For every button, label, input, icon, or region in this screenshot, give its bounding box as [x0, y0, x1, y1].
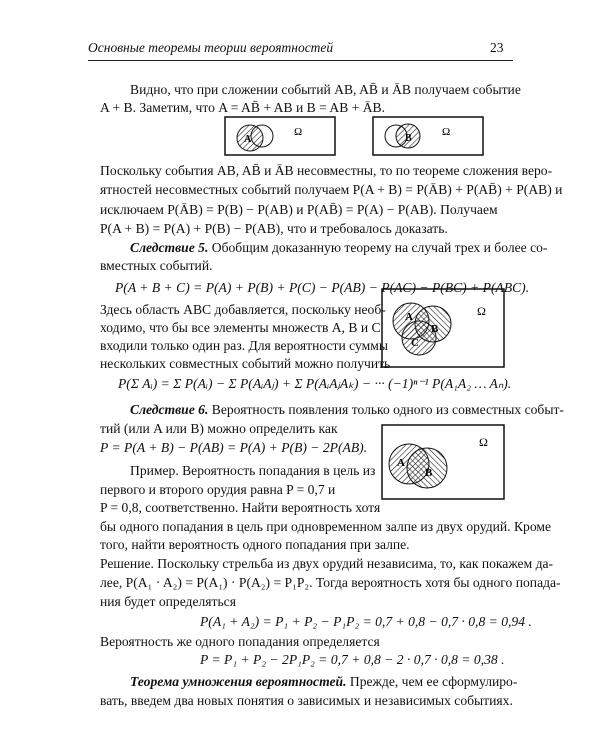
set-label-b: B — [431, 323, 439, 335]
formula-exactly-one: P = P(A + B) − P(AB) = P(A) + P(B) − 2P(AB). — [100, 440, 368, 455]
corollary-5-heading: Следствие 5. — [130, 240, 209, 255]
text-line: A + B. Заметим, что A = AB̄ + AB и B = AB + ĀB. — [100, 100, 386, 115]
formula-n-events: P(Σ Aᵢ) = Σ P(Aᵢ) − Σ P(AᵢAⱼ) + Σ P(AᵢAⱼAₖ) − ··· (−1)ⁿ⁻¹ P(A₁A₂ … Aₙ). — [118, 376, 512, 391]
set-label-a: A — [244, 134, 252, 145]
text-line: исключаем P(ĀB) = P(B) − P(AB) и P(AB̄) = P(A) − P(AB). Получаем — [100, 202, 498, 217]
text-line: Теорема умножения вероятностей. Прежде, чем ее сформулиро- — [130, 674, 518, 689]
text-line: Пример. Вероятность попадания в цель из — [130, 463, 376, 478]
venn-diagram-b — [372, 116, 484, 156]
formula-three-events: P(A + B + C) = P(A) + P(B) + P(C) − P(AB) − P(AC) − P(BC) + P(ABC). — [115, 280, 530, 295]
corollary-6-heading: Следствие 6. — [130, 402, 209, 417]
text-line: первого и второго орудия равна P = 0,7 и — [100, 482, 336, 497]
text-line: лее, P(A₁ · A₂) = P(A₁) · P(A₂) = P₁P₂. Тогда вероятность хотя бы одного попада- — [100, 575, 561, 590]
text-line: Следствие 5. Обобщим доказанную теорему на случай трех и более со- — [130, 240, 548, 255]
text-line: Решение. Поскольку стрельба из двух орудий независима, то, как покажем да- — [100, 556, 554, 571]
venn-diagram-a — [224, 116, 336, 156]
text-line: P(A + B) = P(A) + P(B) − P(AB), что и требовалось доказать. — [100, 221, 448, 236]
text-line: Поскольку события AB, AB̄ и ĀB несовместны, то по теореме сложения веро- — [100, 163, 553, 178]
multiplication-theorem-heading: Теорема умножения вероятностей. — [130, 674, 347, 689]
set-label-b: B — [405, 133, 412, 144]
text-line: Вероятность же одного попадания определяется — [100, 634, 380, 649]
text-line: тий (или A или B) можно определить как — [100, 421, 338, 436]
set-label-b: B — [425, 467, 433, 479]
text-line: P = 0,8, соответственно. Найти вероятность хотя — [100, 500, 381, 515]
text-line: ния будет определяться — [100, 594, 236, 609]
text-line: того, найти вероятность одного попадания при залпе. — [100, 537, 410, 552]
text-line: бы одного попадания в цель при одновременном залпе из двух орудий. Кроме — [100, 519, 551, 534]
set-label-a: A — [405, 311, 413, 323]
formula-at-least-one: P(A₁ + A₂) = P₁ + P₂ − P₁P₂ = 0,7 + 0,8 − 0,7 · 0,8 = 0,94 . — [200, 614, 532, 629]
text-line: ходимо, что бы все элементы множеств A, B и C — [100, 320, 381, 335]
venn-diagram-xor — [381, 424, 505, 500]
omega-label: Ω — [479, 435, 488, 449]
text-line: входили только один раз. Для вероятности суммы — [100, 338, 388, 353]
omega-label: Ω — [294, 126, 303, 138]
omega-label: Ω — [477, 304, 486, 318]
formula-exactly-one-hit: P = P₁ + P₂ − 2P₁P₂ = 0,7 + 0,8 − 2 · 0,7 · 0,8 = 0,38 . — [200, 652, 505, 667]
set-label-a: A — [397, 457, 405, 469]
venn-diagram-abc — [381, 288, 505, 368]
text-line: ятностей несовместных событий получаем P(A + B) = P(ĀB) + P(AB̄) + P(AB) и — [100, 182, 563, 197]
text-line: вместных событий. — [100, 258, 213, 273]
omega-label: Ω — [442, 126, 451, 138]
set-label-c: C — [411, 337, 419, 349]
header-rule — [88, 60, 513, 61]
text-line: Видно, что при сложении событий AB, AB̄ и ĀB получаем событие — [130, 82, 521, 97]
text-line: Следствие 6. Вероятность появления только одного из совместных событ- — [130, 402, 564, 417]
text-line: Здесь область ABC добавляется, поскольку необ- — [100, 302, 386, 317]
running-header-title: Основные теоремы теории вероятностей — [88, 40, 334, 55]
text-line: нескольких совместных событий можно получить — [100, 356, 391, 371]
page-number: 23 — [490, 40, 504, 55]
text-line: вать, введем два новых понятия о зависимых и независимых событиях. — [100, 693, 513, 708]
